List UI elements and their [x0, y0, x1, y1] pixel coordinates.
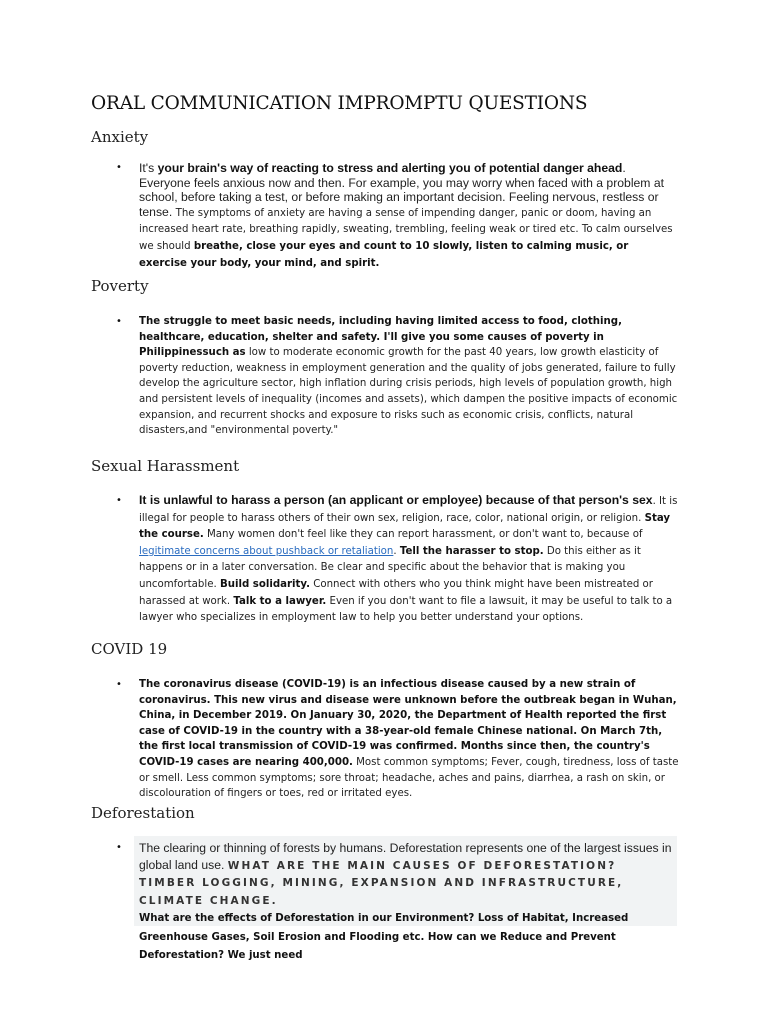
- heading-deforestation: Deforestation: [91, 804, 195, 822]
- bullet-point: •: [116, 316, 122, 327]
- heading-anxiety: Anxiety: [91, 128, 149, 146]
- bullet-point: •: [116, 679, 122, 690]
- heading-covid-19: COVID 19: [91, 640, 168, 658]
- heading-poverty: Poverty: [91, 277, 149, 295]
- bullet-point: •: [116, 162, 122, 173]
- page-title: ORAL COMMUNICATION IMPROMPTU QUESTIONS: [91, 93, 588, 114]
- poverty-paragraph: • The struggle to meet basic needs, including having limited access to food, clothing, healthcare, education, shelter and safety. I'll give you some causes of poverty in Philippinessuch as low to moderate economic growth for the past 40 years, low growth elasticity of poverty reduction, weakness in employment generation and the quality of jobs generated, failure to fully develop the agriculture sector, high inflation during crisis periods, high levels of population growth, high and persistent levels of inequality (incomes and assets), which dampen the positive impacts of economic expansion, and recurrent shocks and exposure to risks such as economic crisis, conflicts, natural disasters,and "environmental poverty.": [116, 316, 678, 437]
- bullet-point: •: [116, 842, 122, 853]
- covid-paragraph: • The coronavirus disease (COVID-19) is an infectious disease caused by a new strain of coronavirus. This new virus and disease were unknown before the outbreak began in Wuhan, China, in December 2019. On January 30, 2020, the Department of Health reported the first case of COVID-19 in the country with a 38-year-old female Chinese national. On March 7th, the first local transmission of COVID-19 was confirmed. Months since then, the country's COVID-19 cases are nearing 400,000. Most common symptoms; Fever, cough, tiredness, loss of taste or smell. Less common symptoms; sore throat; headache, aches and pains, diarrhea, a rash on skin, or discolouration of fingers or toes, red or irritated eyes.: [116, 679, 679, 800]
- anxiety-paragraph: • It's your brain's way of reacting to stress and alerting you of potential danger ahead. Everyone feels anxious now and then. For example, you may worry when faced with a problem at school, before taking a test, or before making an important decision. Feeling nervous, restless or tense. The symptoms of anxiety are having a sense of impending danger, panic or doom, having an increased heart rate, breathing rapidly, sweating, trembling, feeling weak or tired etc. To calm ourselves we should breathe, close your eyes and count to 10 slowly, listen to calming music, or exercise your body, your mind, and spirit.: [116, 161, 673, 269]
- harassment-paragraph: • It is unlawful to harass a person (an applicant or employee) because of that person's sex. It is illegal for people to harass others of their own sex, religion, race, color, national origin, or religion. Stay the course. Many women don't feel like they can report harassment, or don't want to, because of legitimate concerns about pushback or retaliation. Tell the harasser to stop. Do this either as it happens or in a later conversation. Be clear and specific about the behavior that is making you uncomfortable. Build solidarity. Connect with others who you think might have been mistreated or harassed at work. Talk to a lawyer. Even if you don't want to file a lawsuit, it may be useful to talk to a lawyer who specializes in employment law to help you better understand your options.: [116, 493, 678, 624]
- heading-sexual-harassment: Sexual Harassment: [91, 457, 240, 475]
- deforestation-paragraph: • The clearing or thinning of forests by humans. Deforestation represents one of the largest issues in global land use. WHAT ARE THE MAIN CAUSES OF DEFORESTATION? TIMBER LOGGING, MINING, EXPANSION AND INFRASTRUCTURE, CLIMATE CHANGE. What are the effects of Deforestation in our Environment? Loss of Habitat, Increased Greenhouse Gases, Soil Erosion and Flooding etc. How can we Reduce and Prevent Deforestation? We just need: [116, 841, 672, 961]
- bullet-point: •: [116, 495, 122, 506]
- retaliation-link[interactable]: legitimate concerns about pushback or retaliation: [139, 545, 394, 557]
